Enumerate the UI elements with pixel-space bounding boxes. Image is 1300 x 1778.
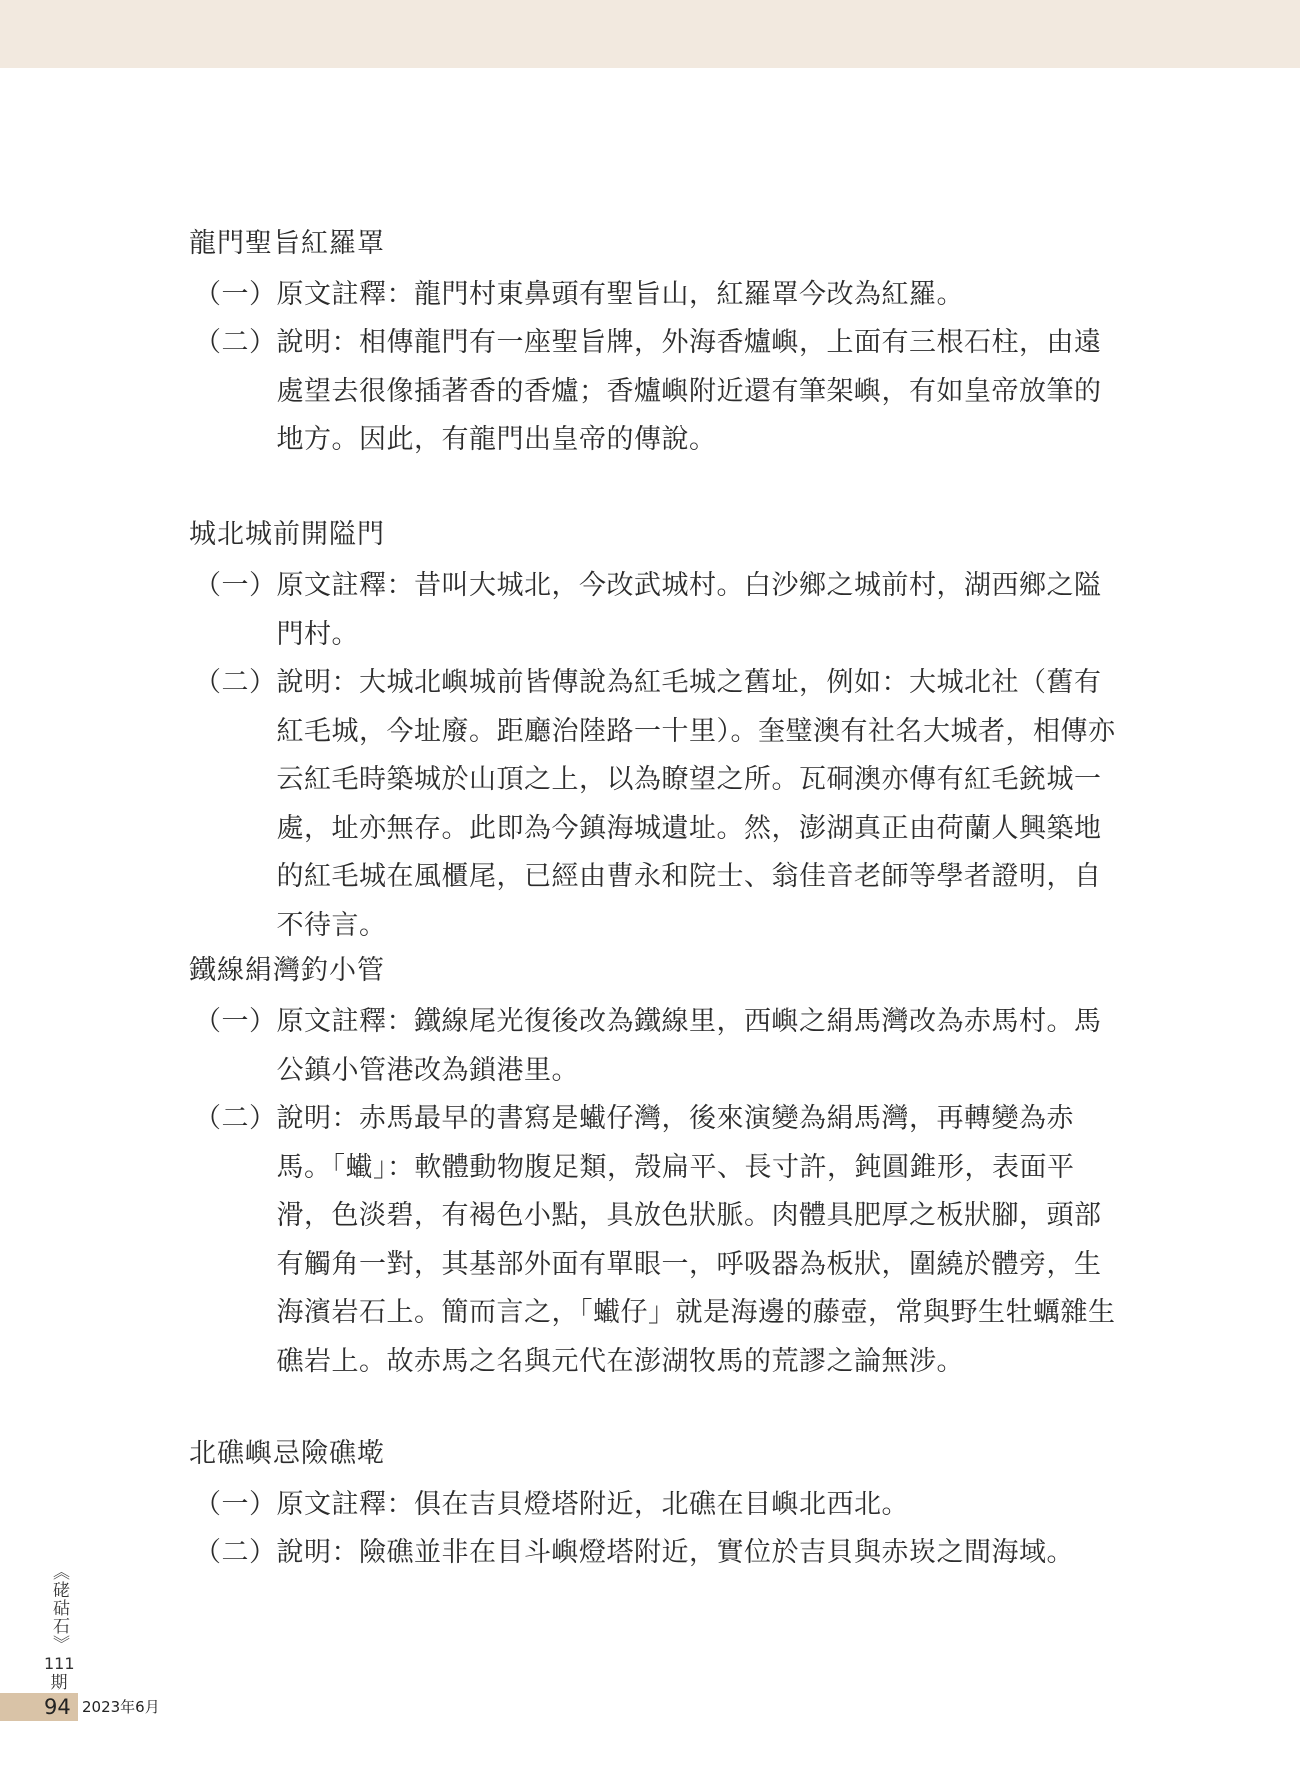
item-marker: （一） bbox=[194, 1006, 277, 1037]
item-marker: （一） bbox=[194, 570, 277, 601]
item-text: 說明：險礁並非在目斗嶼燈塔附近，實位於吉貝與赤崁之間海域。 bbox=[276, 1537, 1074, 1568]
item-text: 原文註釋：鐵線尾光復後改為鐵線里，西嶼之絹馬灣改為赤馬村。馬公鎮小管港改為鎖港里。 bbox=[276, 1006, 1102, 1086]
list-item bbox=[194, 319, 1120, 465]
item-marker: （二） bbox=[194, 667, 277, 698]
journal-label bbox=[44, 1563, 74, 1693]
item-marker: （一） bbox=[194, 279, 277, 310]
item-text: 原文註釋：昔叫大城北，今改武城村。白沙鄉之城前村，湖西鄉之隘門村。 bbox=[276, 570, 1102, 650]
section-title: 鐵線絹灣釣小管 bbox=[189, 955, 385, 986]
list-item bbox=[194, 271, 1120, 320]
item-marker: （二） bbox=[194, 1103, 277, 1134]
issue-number: 111 bbox=[44, 1654, 75, 1673]
item-text: 說明：大城北嶼城前皆傳說為紅毛城之舊址，例如：大城北社（舊有紅毛城，今址廢。距廳治陸路一十里）。奎璧澳有社名大城者，相傳亦云紅毛時築城於山頂之上，以為瞭望之所。瓦硐澳亦傳有紅毛銃城一處，址亦無存。此即為今鎮海城遺址。然，澎湖真正由荷蘭人興築地的紅毛城在風櫃尾，已經由曹永和院士、翁佳音老師等學者證明，自不待言。 bbox=[276, 667, 1116, 941]
issue-date: 2023年6月 bbox=[82, 1698, 160, 1716]
list-item bbox=[194, 1529, 1120, 1578]
issue-unit: 期 bbox=[50, 1673, 68, 1693]
item-text: 原文註釋：俱在吉貝燈塔附近，北礁在目嶼北西北。 bbox=[276, 1489, 909, 1520]
item-marker: （二） bbox=[194, 327, 277, 358]
list-item bbox=[194, 1095, 1120, 1386]
section-title: 城北城前開隘門 bbox=[189, 519, 385, 550]
journal-title: 《硓𥑮石》 bbox=[49, 1563, 69, 1653]
section-title: 龍門聖旨紅羅罩 bbox=[189, 228, 385, 259]
item-text: 原文註釋：龍門村東鼻頭有聖旨山，紅羅罩今改為紅羅。 bbox=[276, 279, 964, 310]
item-text: 說明：赤馬最早的書寫是蠘仔灣，後來演變為絹馬灣，再轉變為赤馬。「蠘」：軟體動物腹足類，殼扁平、長寸許，鈍圓錐形，表面平滑，色淡碧，有褐色小點，具放色狀脈。肉體具肥厚之板狀腳，頭部有觸角一對，其基部外面有單眼一，呼吸器為板狀，圍繞於體旁，生海濱岩石上。簡而言之，「蠘仔」就是海邊的藤壺，常與野生牡蠣雜生礁岩上。故赤馬之名與元代在澎湖牧馬的荒謬之論無涉。 bbox=[276, 1103, 1116, 1377]
list-item bbox=[194, 659, 1120, 950]
item-text: 說明：相傳龍門有一座聖旨牌，外海香爐嶼，上面有三根石柱，由遠處望去很像插著香的香爐；香爐嶼附近還有筆架嶼，有如皇帝放筆的地方。因此，有龍門出皇帝的傳說。 bbox=[276, 327, 1102, 455]
page-number: 94 bbox=[44, 1695, 71, 1719]
list-item bbox=[194, 998, 1120, 1095]
section-title: 北礁嶼忌險礁墘 bbox=[189, 1438, 385, 1469]
item-marker: （二） bbox=[194, 1537, 277, 1568]
list-item bbox=[194, 562, 1120, 659]
item-marker: （一） bbox=[194, 1489, 277, 1520]
list-item bbox=[194, 1481, 1120, 1530]
